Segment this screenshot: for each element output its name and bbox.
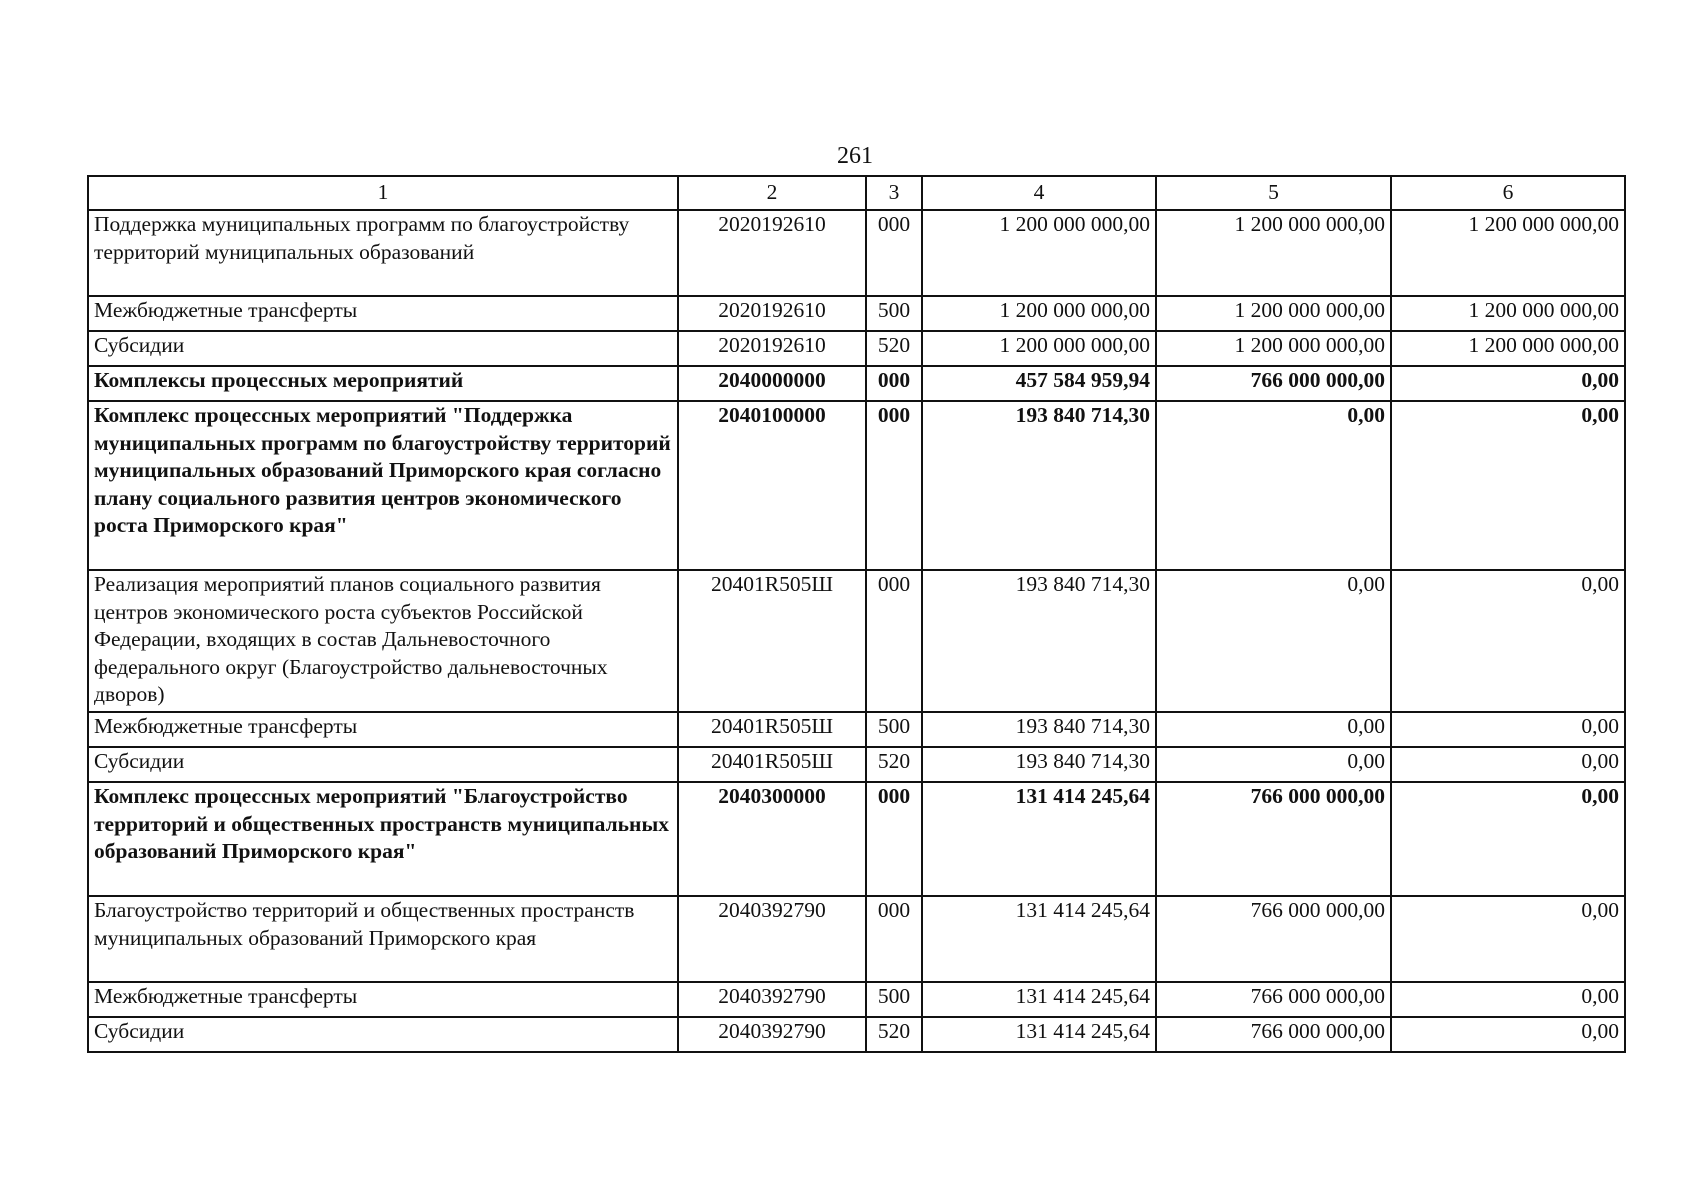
row-kind-cell: 500 [866,296,922,331]
row-value-6-cell: 0,00 [1391,782,1625,896]
row-value-4-cell: 193 840 714,30 [922,712,1156,747]
row-value-5-cell: 0,00 [1156,712,1391,747]
row-kind-cell: 500 [866,982,922,1017]
row-name-cell: Субсидии [88,747,678,782]
row-value-4-cell: 193 840 714,30 [922,747,1156,782]
row-value-6-cell: 1 200 000 000,00 [1391,296,1625,331]
row-code-cell: 2020192610 [678,296,866,331]
row-name-cell: Субсидии [88,331,678,366]
row-kind-cell: 520 [866,331,922,366]
row-value-4-cell: 457 584 959,94 [922,366,1156,401]
row-kind-cell: 000 [866,401,922,570]
row-value-6-cell: 0,00 [1391,1017,1625,1052]
table-row [88,896,1625,982]
table-row [88,331,1625,366]
row-name-cell: Комплекс процессных мероприятий "Поддержка муниципальных программ по благоустройству территорий муниципальных образований Приморского края согласно плану социального развития центров экономического роста Приморского края" [88,401,678,570]
row-code-cell: 2020192610 [678,210,866,296]
row-value-6-cell: 0,00 [1391,366,1625,401]
column-header-2: 2 [678,176,866,210]
row-name-cell: Комплексы процессных мероприятий [88,366,678,401]
row-value-4-cell: 131 414 245,64 [922,782,1156,896]
row-name-cell: Межбюджетные трансферты [88,712,678,747]
row-kind-cell: 000 [866,366,922,401]
row-code-cell: 2040000000 [678,366,866,401]
row-value-4-cell: 131 414 245,64 [922,896,1156,982]
row-value-4-cell: 193 840 714,30 [922,401,1156,570]
row-value-6-cell: 0,00 [1391,401,1625,570]
row-kind-cell: 000 [866,210,922,296]
column-header-6: 6 [1391,176,1625,210]
table-row [88,982,1625,1017]
row-value-5-cell: 0,00 [1156,570,1391,712]
row-value-5-cell: 0,00 [1156,747,1391,782]
row-code-cell: 2040392790 [678,982,866,1017]
row-kind-cell: 520 [866,1017,922,1052]
page-number: 261 [837,143,873,169]
table-row [88,712,1625,747]
row-kind-cell: 000 [866,896,922,982]
row-value-4-cell: 131 414 245,64 [922,982,1156,1017]
row-code-cell: 20401R505Ш [678,570,866,712]
row-name-cell: Поддержка муниципальных программ по благоустройству территорий муниципальных образований [88,210,678,296]
row-code-cell: 20401R505Ш [678,712,866,747]
row-value-4-cell: 1 200 000 000,00 [922,210,1156,296]
row-code-cell: 2040100000 [678,401,866,570]
row-value-4-cell: 1 200 000 000,00 [922,331,1156,366]
row-code-cell: 2040392790 [678,1017,866,1052]
row-value-5-cell: 0,00 [1156,401,1391,570]
row-value-5-cell: 766 000 000,00 [1156,366,1391,401]
table-row [88,296,1625,331]
row-kind-cell: 000 [866,782,922,896]
row-code-cell: 2040300000 [678,782,866,896]
row-name-cell: Реализация мероприятий планов социального развития центров экономического роста субъектов Российской Федерации, входящих в состав Дальневосточного федерального округ (Благоустройство дальневосточных дворов) [88,570,678,712]
table-header-row [88,176,1625,210]
row-value-5-cell: 766 000 000,00 [1156,782,1391,896]
row-value-4-cell: 131 414 245,64 [922,1017,1156,1052]
row-value-5-cell: 766 000 000,00 [1156,1017,1391,1052]
row-name-cell: Межбюджетные трансферты [88,982,678,1017]
table-row [88,570,1625,712]
row-value-4-cell: 193 840 714,30 [922,570,1156,712]
row-kind-cell: 520 [866,747,922,782]
row-kind-cell: 500 [866,712,922,747]
budget-table [87,175,1626,1053]
table-row [88,210,1625,296]
table-row [88,747,1625,782]
row-code-cell: 20401R505Ш [678,747,866,782]
row-value-4-cell: 1 200 000 000,00 [922,296,1156,331]
row-value-5-cell: 1 200 000 000,00 [1156,210,1391,296]
row-code-cell: 2020192610 [678,331,866,366]
column-header-1: 1 [88,176,678,210]
row-value-6-cell: 0,00 [1391,896,1625,982]
row-value-5-cell: 1 200 000 000,00 [1156,296,1391,331]
row-value-5-cell: 766 000 000,00 [1156,982,1391,1017]
row-value-5-cell: 766 000 000,00 [1156,896,1391,982]
row-name-cell: Межбюджетные трансферты [88,296,678,331]
row-name-cell: Благоустройство территорий и общественных пространств муниципальных образований Приморского края [88,896,678,982]
row-value-6-cell: 0,00 [1391,747,1625,782]
table-row [88,401,1625,570]
row-value-6-cell: 1 200 000 000,00 [1391,331,1625,366]
table-row [88,782,1625,896]
row-code-cell: 2040392790 [678,896,866,982]
row-value-6-cell: 1 200 000 000,00 [1391,210,1625,296]
row-name-cell: Комплекс процессных мероприятий "Благоустройство территорий и общественных пространств муниципальных образований Приморского края" [88,782,678,896]
column-header-3: 3 [866,176,922,210]
column-header-4: 4 [922,176,1156,210]
row-value-6-cell: 0,00 [1391,982,1625,1017]
table-body [88,210,1625,1052]
row-value-6-cell: 0,00 [1391,712,1625,747]
row-kind-cell: 000 [866,570,922,712]
row-name-cell: Субсидии [88,1017,678,1052]
table-row [88,1017,1625,1052]
row-value-6-cell: 0,00 [1391,570,1625,712]
row-value-5-cell: 1 200 000 000,00 [1156,331,1391,366]
table-row [88,366,1625,401]
column-header-5: 5 [1156,176,1391,210]
